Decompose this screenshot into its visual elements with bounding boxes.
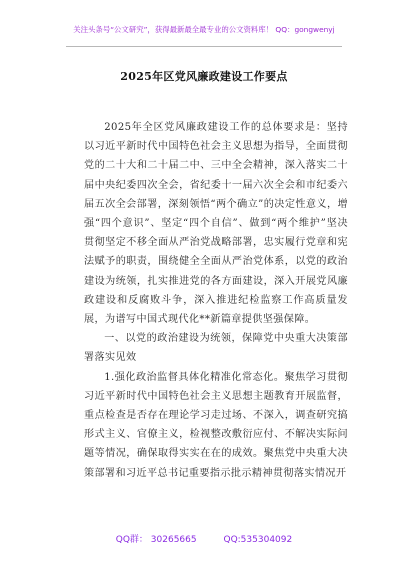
footer-qq: QQ:535304092	[223, 535, 293, 545]
paragraph-item-1: 1.强化政治监督具体化精准化常态化。聚焦学习贯彻习近平新时代中国特色社会主义思想主题教育开展监督，重点检查是否存在理论学习走过场、不深入，调查研究搞形式主义、官僚主义，检视整改敷衍应付、不解决实际问题等情况，确保取得实实在在的成效。聚焦党中央重大决策部署和习近平总书记重要指示批示精神贯彻落实情况开	[84, 371, 348, 479]
document-title: 2025年区党风廉政建设工作要点	[120, 70, 288, 83]
document-body	[84, 118, 348, 483]
section-heading-1: 一、以党的政治建设为统领，保障党中央重大决策部署落实见效	[84, 333, 348, 364]
header-notice: 关注头条号“公文研究”，获得最新最全最专业的公文资料库！ QQ：gongwenyj	[73, 25, 335, 34]
footer-contact	[0, 532, 408, 545]
paragraph-general-requirements: 2025年全区党风廉政建设工作的总体要求是：坚持以习近平新时代中国特色社会主义思想为指导，全面贯彻党的二十大和二十届二中、三中全会精神，深入落实二十届中央纪委四次全会，省纪委十一届六次全会和市纪委六届五次全会部署，深刻领悟“两个确立”的决定性意义，增强“四个意识”、坚定“四个自信”、做到“两个维护”坚决贯彻坚定不移全面从严治党战略部署，忠实履行党章和宪法赋予的职责，围绕健全全面从严治党体系，以党的政治建设为统领，扎实推进党的各方面建设，深入开展党风廉政建设和反腐败斗争，深入推进纪检监察工作高质量发展，为谱写中国式现代化**新篇章提供坚强保障。	[84, 122, 348, 326]
footer-qq-group: QQ群： 30265665	[115, 535, 197, 545]
header-divider	[66, 46, 342, 47]
